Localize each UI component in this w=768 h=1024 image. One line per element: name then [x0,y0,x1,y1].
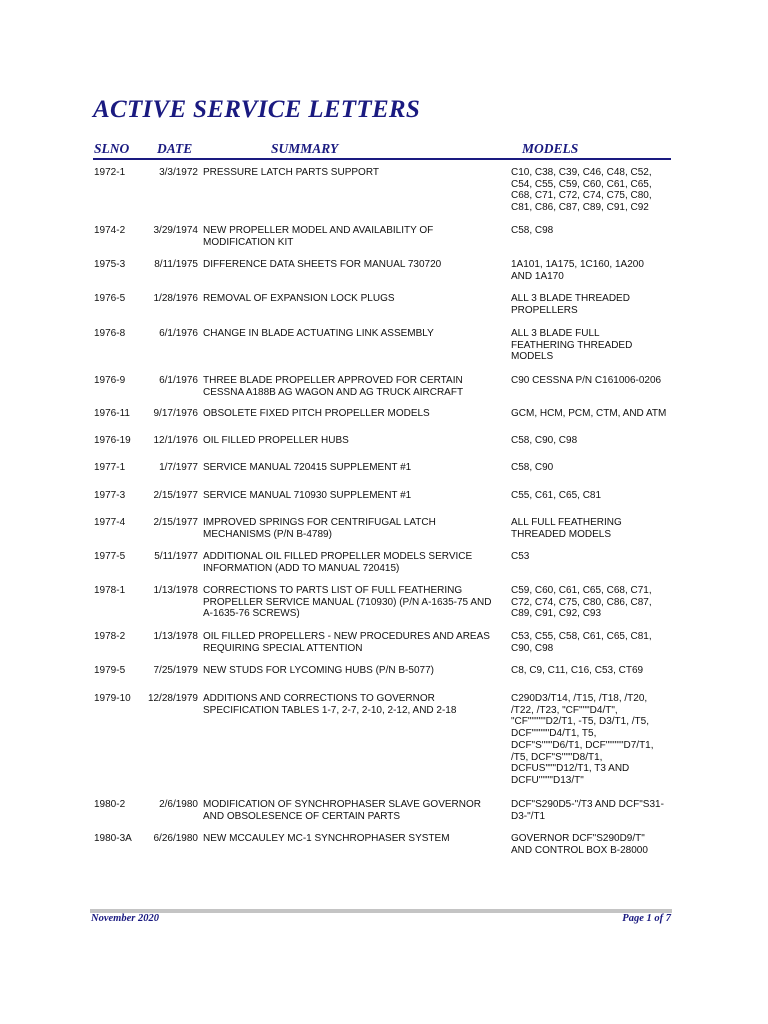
column-header-date: DATE [157,141,193,156]
summary-cell [203,293,499,305]
models-line: C59, C60, C61, C65, C68, C71, [511,585,652,596]
summary-line: REMOVAL OF EXPANSION LOCK PLUGS [203,293,395,304]
slno-cell: 1972-1 [94,167,126,178]
date-cell: 6/26/1980 [153,833,198,844]
slno-cell: 1976-5 [94,293,126,304]
summary-line: MODIFICATION OF SYNCHROPHASER SLAVE GOVERNOR [203,799,481,810]
models-line: MODELS [511,351,554,363]
models-line: DCFUS"""D12/T1, T3 AND [511,763,630,775]
page-title: ACTIVE SERVICE LETTERS [93,96,421,123]
models-line: THREADED MODELS [511,528,612,540]
date-cell: 2/6/1980 [159,799,198,810]
date-cell: 1/13/1978 [153,585,198,596]
models-line: C54, C55, C59, C60, C61, C65, [511,178,652,190]
date-cell: 3/29/1974 [153,225,198,236]
summary-cell [203,328,499,340]
summary-line: CESSNA A188B AG WAGON AND AG TRUCK AIRCRAFT [203,386,464,398]
models-line: ALL 3 BLADE THREADED [511,293,630,304]
models-line: "CF"""""D2/T1, -T5, D3/T1, /T5, [511,716,649,728]
summary-cell [203,585,499,620]
models-line: D3-"/T1 [511,810,546,822]
models-line: C68, C71, C72, C74, C75, C80, [511,190,652,202]
models-line: C8, C9, C11, C16, C53, CT69 [511,665,644,676]
summary-line: REQUIRING SPECIAL ATTENTION [203,642,363,654]
models-line: /T5, DCF"S"""D8/T1, [511,751,603,763]
models-cell [511,631,673,654]
footer-page-number: Page 1 of 7 [622,913,671,924]
summary-cell [203,435,499,447]
models-line: C58, C90 [511,462,554,473]
summary-cell [203,551,499,574]
summary-line: THREE BLADE PROPELLER APPROVED FOR CERTAIN [203,375,463,386]
models-cell [511,167,673,214]
models-line: FEATHERING THREADED [511,339,633,351]
date-cell: 6/1/1976 [159,375,198,386]
date-cell: 8/11/1975 [154,259,198,270]
models-line: C58, C98 [511,225,554,236]
models-line: DCFU""""D13/T" [511,774,584,786]
models-line: /T22, /T23, "CF"""D4/T", [511,704,618,716]
summary-line: IMPROVED SPRINGS FOR CENTRIFUGAL LATCH [203,517,436,528]
models-cell [511,462,673,474]
models-line: AND 1A170 [511,270,564,282]
slno-cell: 1979-10 [94,693,131,704]
slno-cell: 1978-2 [94,631,126,642]
date-cell: 2/15/1977 [153,490,198,501]
models-line: C58, C90, C98 [511,435,578,446]
models-line: ALL FULL FEATHERING [511,517,622,528]
summary-line: NEW PROPELLER MODEL AND AVAILABILITY OF [203,225,434,236]
models-cell [511,551,673,563]
models-line: C53, C55, C58, C61, C65, C81, [511,631,652,642]
date-cell: 1/13/1978 [153,631,198,642]
summary-cell [203,225,499,248]
slno-cell: 1980-2 [94,799,126,810]
models-line: DCF"S290D5-"/T3 AND DCF"S31- [511,799,664,810]
models-line: C53 [511,551,530,562]
summary-line: SPECIFICATION TABLES 1-7, 2-7, 2-10, 2-12, AND 2-18 [203,704,457,716]
slno-cell: 1978-1 [94,585,126,596]
date-cell: 3/3/1972 [159,167,198,178]
slno-cell: 1979-5 [94,665,126,676]
models-cell [511,259,673,282]
models-line: ALL 3 BLADE FULL [511,328,600,339]
summary-cell [203,408,499,420]
models-cell [511,799,673,822]
models-line: C290D3/T14, /T15, /T18, /T20, [511,693,648,704]
summary-line: DIFFERENCE DATA SHEETS FOR MANUAL 730720 [203,259,442,270]
date-cell: 1/7/1977 [159,462,198,473]
footer-date: November 2020 [91,913,159,924]
summary-cell [203,693,499,716]
models-line: DCF"""""D4/T1, T5, [511,728,597,740]
slno-cell: 1977-4 [94,517,126,528]
summary-line: SERVICE MANUAL 710930 SUPPLEMENT #1 [203,490,412,501]
models-cell [511,375,673,387]
models-cell [511,833,673,856]
summary-line: CORRECTIONS TO PARTS LIST OF FULL FEATHERING [203,585,463,596]
summary-line: NEW MCCAULEY MC-1 SYNCHROPHASER SYSTEM [203,833,450,844]
summary-line: PRESSURE LATCH PARTS SUPPORT [203,167,379,178]
models-line: C55, C61, C65, C81 [511,490,602,501]
column-header-slno: SLNO [94,141,130,156]
models-cell [511,665,673,677]
date-cell: 1/28/1976 [153,293,198,304]
slno-cell: 1980-3A [94,833,132,844]
models-cell [511,490,673,502]
summary-line: PROPELLER SERVICE MANUAL (710930) (P/N A-1635-75 AND [203,596,492,608]
models-line: PROPELLERS [511,304,578,316]
models-line: 1A101, 1A175, 1C160, 1A200 [511,259,644,270]
summary-line: CHANGE IN BLADE ACTUATING LINK ASSEMBLY [203,328,434,339]
models-line: DCF"S"""D6/T1, DCF"""""D7/T1, [511,739,654,751]
models-line: C89, C91, C92, C93 [511,608,602,620]
column-header-summary: SUMMARY [271,141,339,156]
summary-cell [203,375,499,398]
date-cell: 2/15/1977 [153,517,198,528]
summary-line: MECHANISMS (P/N B-4789) [203,528,332,540]
models-line: C10, C38, C39, C46, C48, C52, [511,167,652,178]
models-line: GCM, HCM, PCM, CTM, AND ATM [511,408,667,419]
models-cell [511,293,673,316]
summary-line: OBSOLETE FIXED PITCH PROPELLER MODELS [203,408,430,419]
summary-cell [203,631,499,654]
summary-cell [203,517,499,540]
slno-cell: 1974-2 [94,225,126,236]
summary-line: SERVICE MANUAL 720415 SUPPLEMENT #1 [203,462,412,473]
summary-line: MODIFICATION KIT [203,236,294,248]
date-cell: 7/25/1979 [153,665,198,676]
date-cell: 12/28/1979 [147,693,198,704]
slno-cell: 1976-19 [94,435,131,446]
summary-cell [203,490,499,502]
summary-line: ADDITIONAL OIL FILLED PROPELLER MODELS SERVICE [203,551,473,562]
slno-cell: 1976-9 [94,375,126,386]
date-cell: 5/11/1977 [154,551,198,562]
summary-line: INFORMATION (ADD TO MANUAL 720415) [203,562,400,574]
models-cell [511,328,673,363]
summary-line: NEW STUDS FOR LYCOMING HUBS (P/N B-5077) [203,665,434,676]
summary-line: OIL FILLED PROPELLER HUBS [203,435,349,446]
summary-line: AND OBSOLESENCE OF CERTAIN PARTS [203,810,401,822]
slno-cell: 1976-11 [94,408,130,419]
date-cell: 12/1/1976 [153,435,198,446]
slno-cell: 1975-3 [94,259,126,270]
models-line: C81, C86, C87, C89, C91, C92 [511,202,649,214]
summary-cell [203,462,499,474]
models-cell [511,517,673,540]
summary-cell [203,799,499,822]
slno-cell: 1976-8 [94,328,126,339]
models-cell [511,225,673,237]
summary-cell [203,167,499,179]
summary-cell [203,665,499,677]
summary-line: ADDITIONS AND CORRECTIONS TO GOVERNOR [203,693,435,704]
date-cell: 9/17/1976 [153,408,198,419]
date-cell: 6/1/1976 [159,328,198,339]
models-cell [511,585,673,620]
models-line: C72, C74, C75, C80, C86, C87, [511,596,652,608]
slno-cell: 1977-1 [94,462,126,473]
slno-cell: 1977-5 [94,551,126,562]
models-line: AND CONTROL BOX B-28000 [511,844,648,856]
models-line: GOVERNOR DCF"S290D9/T" [511,833,645,844]
models-cell [511,693,673,787]
footer-divider [90,909,672,913]
summary-cell [203,833,499,845]
slno-cell: 1977-3 [94,490,126,501]
summary-line: OIL FILLED PROPELLERS - NEW PROCEDURES AND AREAS [203,631,490,642]
models-line: C90, C98 [511,642,554,654]
column-header-models: MODELS [522,141,579,156]
models-line: C90 CESSNA P/N C161006-0206 [511,375,662,386]
summary-cell [203,259,499,271]
models-cell [511,408,673,420]
models-cell [511,435,673,447]
summary-line: A-1635-76 SCREWS) [203,608,300,620]
